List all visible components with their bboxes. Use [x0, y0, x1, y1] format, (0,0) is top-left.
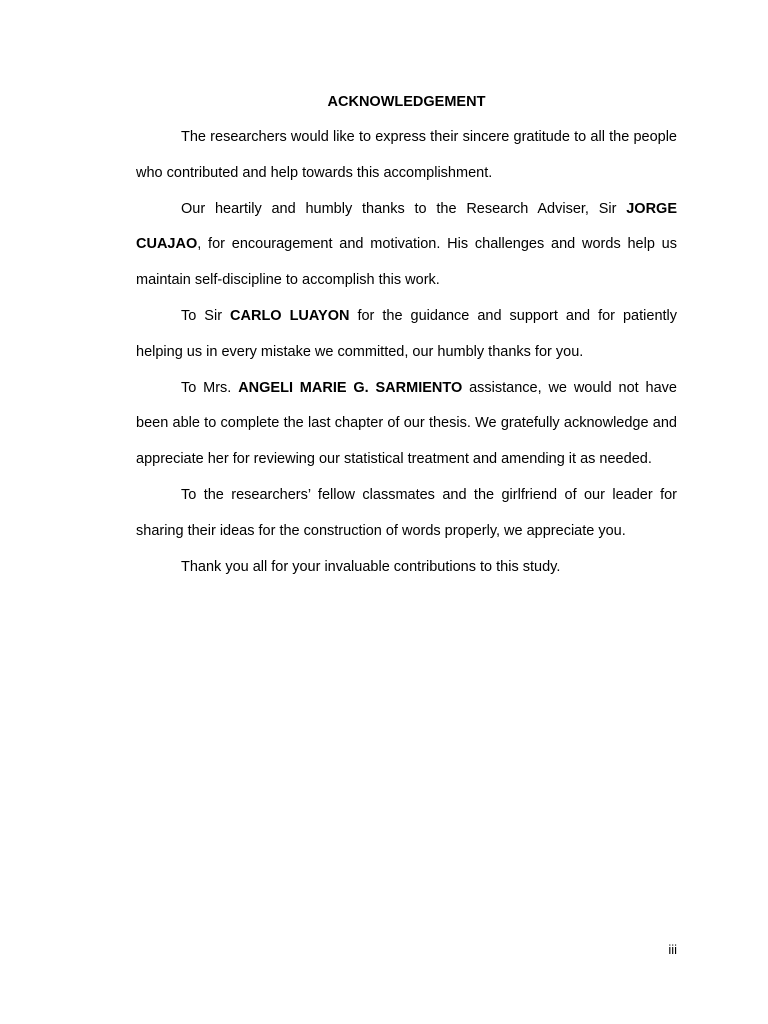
paragraph-text: assistance, we would not have been able to complete the last chapter of our thesis. We gratefully acknowledge and appreciate her for reviewing our statistical treatment and amending it as needed.: [136, 379, 677, 468]
paragraph-text: Thank you all for your invaluable contributions to this study.: [181, 558, 561, 575]
paragraph-research-adviser: [136, 192, 677, 299]
paragraph-text: To Mrs.: [181, 379, 239, 396]
paragraph-text: for the guidance and support and for patiently helping us in every mistake we committed, our humbly thanks for you.: [136, 307, 678, 360]
mentor-name: CARLO LUAYON: [230, 307, 350, 324]
paragraph-gratitude: [136, 120, 677, 192]
paragraph-text: The researchers would like to express their sincere gratitude to all the people who contributed and help towards this accomplishment.: [136, 129, 677, 181]
paragraph-text: Our heartily and humbly thanks to the Research Adviser, Sir: [181, 200, 627, 217]
paragraph-text: To Sir: [181, 307, 231, 324]
statistician-name: ANGELI MARIE G. SARMIENTO: [238, 379, 463, 396]
acknowledgement-body: [136, 120, 677, 585]
page-number: iii: [668, 942, 677, 957]
document-title: ACKNOWLEDGEMENT: [327, 94, 486, 110]
paragraph-classmates: [136, 478, 677, 550]
paragraph-guidance: [136, 299, 677, 371]
adviser-name: JORGE CUAJAO: [136, 200, 677, 253]
paragraph-text: , for encouragement and motivation. His challenges and words help us maintain self-discipline to accomplish this work.: [136, 236, 677, 289]
paragraph-closing: [136, 550, 677, 586]
paragraph-statistician: [136, 371, 677, 478]
paragraph-text: To the researchers’ fellow classmates and the girlfriend of our leader for sharing their ideas for the construction of words properly, we appreciate you.: [136, 486, 677, 539]
